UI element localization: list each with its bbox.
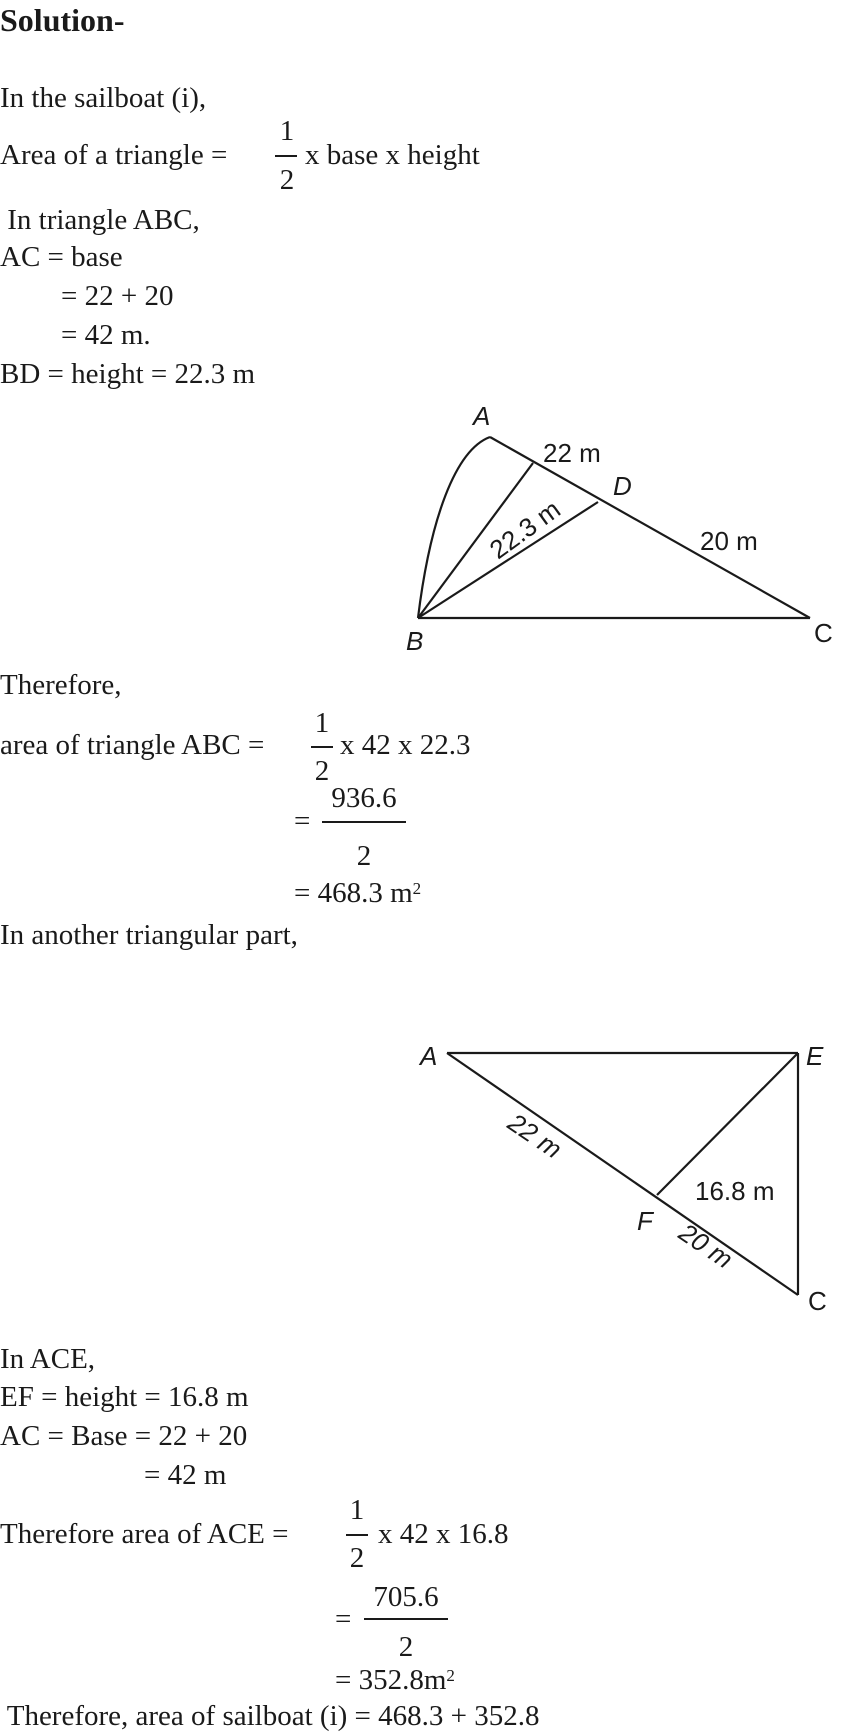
curved-edge-ab bbox=[418, 437, 490, 618]
text-line: x base x height bbox=[305, 139, 480, 171]
text-line: Therefore area of ACE = bbox=[0, 1518, 289, 1550]
triangle-ace-diagram bbox=[447, 1053, 798, 1295]
text-line: x 42 x 22.3 bbox=[340, 729, 471, 761]
text-line: x 42 x 16.8 bbox=[378, 1518, 509, 1550]
equals: = bbox=[335, 1603, 352, 1635]
label-e: E bbox=[806, 1041, 824, 1071]
text-line: In triangle ABC, bbox=[0, 204, 200, 236]
text-line: In another triangular part, bbox=[0, 919, 298, 951]
label-b: B bbox=[406, 626, 424, 656]
heading: Solution- bbox=[0, 2, 125, 38]
equals: = bbox=[294, 805, 311, 837]
text-line: Area of a triangle = bbox=[0, 139, 228, 171]
fraction-numerator: 1 bbox=[279, 115, 295, 147]
fraction-bar bbox=[364, 1618, 448, 1620]
fraction-denominator: 2 bbox=[349, 1542, 365, 1574]
fraction-numerator: 936.6 bbox=[331, 782, 397, 814]
label-d: D bbox=[613, 471, 632, 501]
text-line: In ACE, bbox=[0, 1343, 96, 1375]
result-text: = 468.3 m bbox=[294, 877, 413, 909]
label-20m: 20 m bbox=[700, 526, 758, 556]
text-line: Therefore, area of sailboat (i) = 468.3 + 352.8 bbox=[0, 1700, 540, 1732]
text-line: = 42 m. bbox=[61, 319, 151, 351]
fraction-denominator: 2 bbox=[398, 1631, 414, 1663]
label-a: A bbox=[473, 401, 491, 431]
result-line bbox=[335, 1664, 455, 1696]
label-c: C bbox=[808, 1286, 827, 1316]
fraction-bar bbox=[322, 821, 406, 823]
fraction-denominator: 2 bbox=[314, 755, 330, 787]
fraction-denominator: 2 bbox=[356, 840, 372, 872]
label-22m: 22 m bbox=[502, 1107, 568, 1165]
fraction-bar bbox=[346, 1534, 368, 1536]
label-c: C bbox=[814, 618, 833, 648]
text-line: In the sailboat (i), bbox=[0, 82, 207, 114]
text-line: AC = Base = 22 + 20 bbox=[0, 1420, 248, 1452]
text-line: Therefore, bbox=[0, 669, 122, 701]
fraction-bar bbox=[311, 746, 333, 748]
label-22-3m: 22.3 m bbox=[483, 493, 566, 565]
result-line bbox=[294, 877, 421, 909]
superscript: 2 bbox=[446, 1666, 455, 1685]
fraction-numerator: 1 bbox=[349, 1494, 365, 1526]
height-ef bbox=[657, 1053, 798, 1195]
label-20m: 20 m bbox=[673, 1217, 739, 1275]
text-line: AC = base bbox=[0, 241, 123, 273]
label-22m: 22 m bbox=[543, 438, 601, 468]
text-line: area of triangle ABC = bbox=[0, 729, 265, 761]
text-line: = 42 m bbox=[144, 1459, 227, 1491]
fraction-denominator: 2 bbox=[279, 164, 295, 196]
label-16-8m: 16.8 m bbox=[695, 1176, 775, 1206]
result-text: = 352.8m bbox=[335, 1664, 447, 1696]
superscript: 2 bbox=[412, 879, 422, 898]
text-line: EF = height = 16.8 m bbox=[0, 1381, 249, 1413]
edge-ac bbox=[447, 1053, 798, 1295]
fraction-numerator: 705.6 bbox=[373, 1581, 439, 1613]
fraction-numerator: 1 bbox=[314, 707, 330, 739]
text-line: BD = height = 22.3 m bbox=[0, 358, 256, 390]
text-line: = 22 + 20 bbox=[61, 280, 174, 312]
label-a: A bbox=[420, 1041, 438, 1071]
label-f: F bbox=[637, 1206, 653, 1236]
